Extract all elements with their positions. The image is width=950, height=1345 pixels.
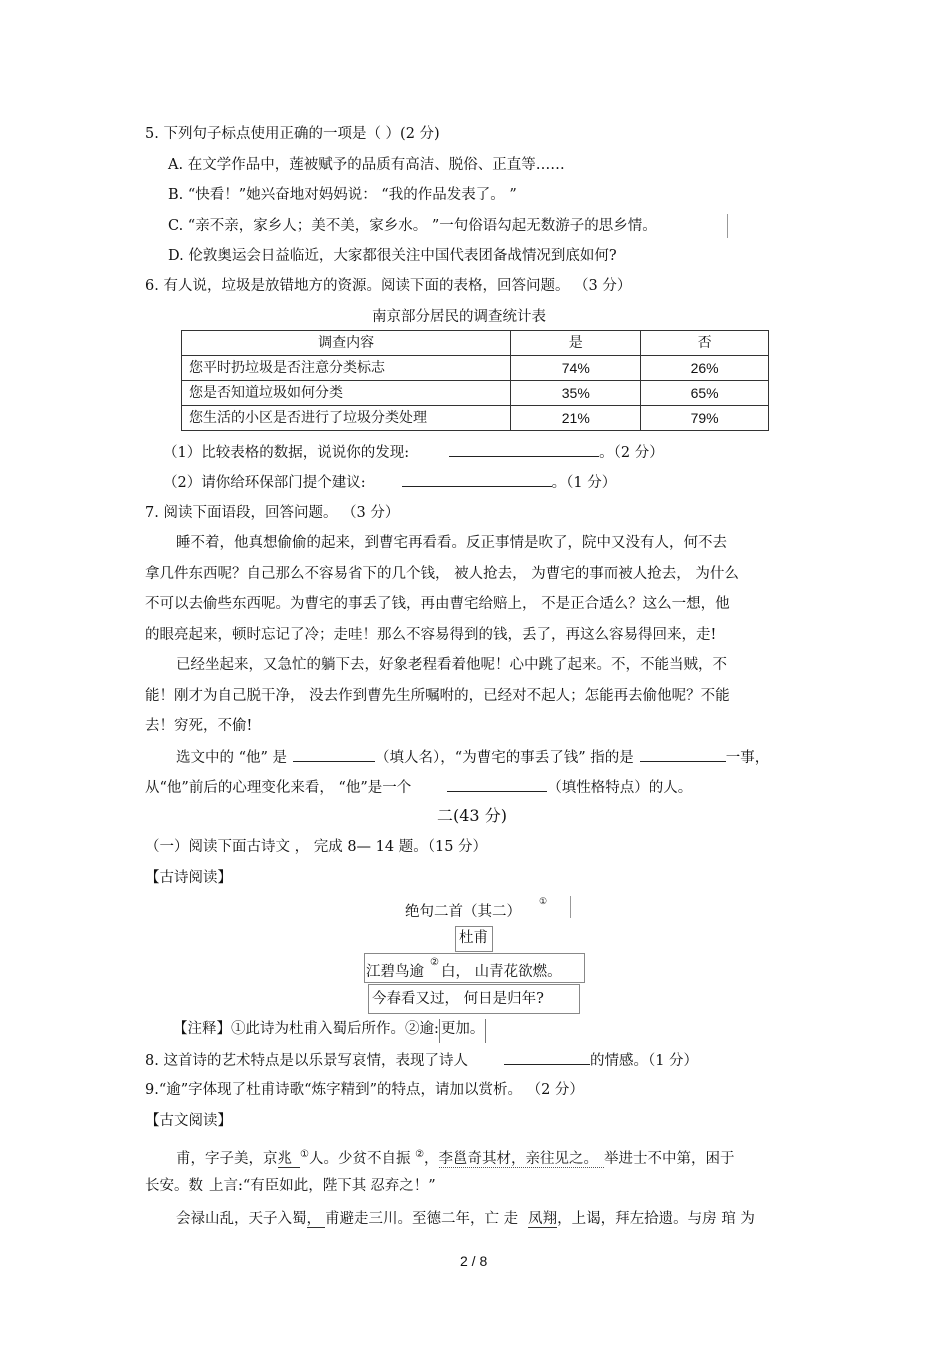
poem-line2: 今春看又过， 何日是归年? (372, 991, 544, 1007)
answer-blank[interactable] (504, 1049, 590, 1065)
footnote-mark: ① (300, 1149, 309, 1160)
q7-ask1-a: 选文中的 “他” 是 (176, 750, 288, 766)
table-row (182, 356, 769, 381)
q7-ask2-b: （填性格特点）的人。 (547, 780, 693, 796)
q8 (145, 1049, 698, 1071)
table-cell: 26% (641, 356, 769, 381)
poem-note-a: 【注释】①此诗为杜甫入蜀后所作。②逾: (173, 1021, 439, 1037)
section-title: 二(43 分) (437, 806, 507, 825)
prose-text: 长安。数 (145, 1178, 203, 1194)
poem-line1-a: 江碧鸟逾 (366, 963, 424, 980)
prose-text: 举进士不中第，困于 (604, 1150, 735, 1167)
section-intro: （一）阅读下面古诗文 ， 完成 8— 14 题。（15 分） (145, 839, 488, 855)
table-header-cell: 是 (511, 331, 641, 356)
prose-text: 上言:“有臣如此，陛下其 (209, 1178, 367, 1194)
q7-ask1-b: （填人名），“为曹宅的事丢了钱” 指的是 (375, 750, 634, 766)
poem-author: 杜甫 (459, 930, 488, 946)
footnote-mark: ① (539, 897, 548, 907)
prose-text: 人。少贫不自振 (308, 1150, 416, 1167)
prose-text: 甫，字子美，京 (176, 1150, 278, 1167)
prose-text: 甫避走三川 (325, 1211, 398, 1227)
prose-text: 。至德二年，亡 (397, 1211, 504, 1227)
table-cell: 21% (511, 406, 641, 431)
poem-label: 【古诗阅读】 (145, 870, 232, 886)
q5-option-d: D. 伦敦奥运会日益临近，大家都很关注中国代表团备战情况到底如何? (168, 248, 617, 264)
q6-stem: 6. 有人说，垃圾是放错地方的资源。阅读下面的表格，回答问题。 （3 分） (145, 278, 632, 294)
q7-ask2 (145, 776, 692, 798)
passage-line: 能！刚才为自己脱干净， 没去作到曹先生所嘱咐的，已经对不起人；怎能再去偷他呢？不能 (145, 688, 730, 704)
prose-text: 会 (176, 1211, 191, 1227)
q8-a: 8. 这首诗的艺术特点是以乐景写哀情，表现了诗人 (145, 1053, 468, 1069)
table-header-row (182, 331, 769, 356)
prose-line-2 (145, 1176, 436, 1196)
table-cell: 35% (511, 381, 641, 406)
answer-blank[interactable] (402, 471, 552, 487)
answer-blank[interactable] (447, 776, 547, 792)
q8-b: 的情感。（1 分） (589, 1053, 699, 1069)
q7-stem: 7. 阅读下面语段，回答问题。 （3 分） (145, 505, 400, 521)
passage-line: 睡不着，他真想偷偷的起来，到曹宅再看看。反正事情是吹了，院中又没有人，何不去 (176, 535, 727, 551)
table-cell: 您是否知道垃圾如何分类 (182, 381, 511, 406)
footnote-mark: ② (415, 1149, 425, 1160)
prose-label: 【古文阅读】 (145, 1113, 232, 1129)
poem-note (173, 1019, 486, 1039)
poem-note-b: 更加。 (439, 1019, 487, 1043)
prose-text: ， (307, 1211, 326, 1228)
margin-mark (727, 214, 728, 238)
table-title: 南京部分居民的调查统计表 (372, 309, 546, 325)
passage-line: 去！穷死，不偷! (145, 718, 253, 734)
table-header-cell: 调查内容 (182, 331, 511, 356)
table-header-cell: 否 (641, 331, 769, 356)
q7-ask2-a: 从“他”前后的心理变化来看， “他”是一个 (145, 780, 412, 796)
footnote-mark: ② (430, 957, 439, 968)
prose-line-1 (176, 1145, 735, 1169)
prose-text: 兆 (278, 1151, 301, 1168)
table-row (182, 406, 769, 431)
table-row (182, 381, 769, 406)
q5-option-b: B. “快看！”她兴奋地对妈妈说： “我的作品发表了。 ” (168, 187, 517, 203)
margin-mark (570, 896, 571, 918)
q6-sub1-tail: 。（2 分） (599, 445, 664, 461)
q6-sub1-text: （1）比较表格的数据，说说你的发现: (163, 445, 410, 461)
prose-text: 忍弃之！” (370, 1178, 436, 1194)
survey-table (181, 330, 769, 431)
prose-text: 走 (503, 1211, 519, 1227)
poem-title-text: 绝句二首（其二） (405, 903, 521, 920)
q7-ask1 (176, 746, 769, 768)
passage-line: 拿几件东西呢？自己那么不容易省下的几个钱， 被人抢去， 为曹宅的事而被人抢去， 为什么 (145, 566, 739, 582)
poem-line1 (366, 958, 562, 982)
prose-text: 禄山乱，天子入蜀 (190, 1211, 307, 1227)
q7-ask1-c: 一事， (725, 750, 770, 766)
q9: 9.“逾”字体现了杜甫诗歌“炼字精到”的特点，请加以赏析。 （2 分） (145, 1082, 584, 1098)
passage-line: 的眼亮起来，顿时忘记了冷；走哇！那么不容易得到的钱，丢了，再这么容易得回来，走! (145, 627, 717, 643)
q6-sub2-tail: 。（1 分） (551, 475, 617, 491)
prose-line-3 (176, 1209, 755, 1229)
q6-sub2-text: （2）请你给环保部门提个建议: (163, 475, 366, 491)
answer-blank[interactable] (640, 746, 726, 762)
table-cell: 79% (641, 406, 769, 431)
q5-option-c: C. “亲不亲，家乡人；美不美，家乡水。 ”一句俗语勾起无数游子的思乡情。 (168, 218, 657, 234)
table-cell: 您平时扔垃圾是否注意分类标志 (182, 356, 511, 381)
prose-text: ， (424, 1150, 439, 1167)
prose-text: 李邕奇其材，亲往见之。 (439, 1151, 605, 1168)
q5-stem: 5. 下列句子标点使用正确的一项是（ ）(2 分) (145, 126, 440, 142)
q6-sub1 (163, 441, 664, 463)
table-cell: 74% (511, 356, 641, 381)
passage-line: 已经坐起来，又急忙的躺下去，好象老程看着他呢！心中跳了起来。不，不能当贼，不 (176, 657, 727, 673)
passage-line: 不可以去偷些东西呢。为曹宅的事丢了钱，再由曹宅给赔上， 不是正合适么？这么一想，他 (145, 596, 730, 612)
prose-text: ，上谒，拜左拾遗。与房 琯 为 (557, 1211, 755, 1227)
poem-line1-b: 白， 山青花欲燃。 (440, 963, 562, 980)
prose-text: 凤翔 (528, 1211, 558, 1227)
table-cell: 65% (641, 381, 769, 406)
q5-option-a: A. 在文学作品中，莲被赋予的品质有高洁、脱俗、正直等…… (168, 157, 565, 173)
q6-sub2 (163, 471, 616, 493)
poem-title (405, 898, 547, 922)
table-cell: 您生活的小区是否进行了垃圾分类处理 (182, 406, 511, 431)
answer-blank[interactable] (449, 441, 599, 457)
answer-blank[interactable] (293, 746, 375, 762)
page-number: 2 / 8 (460, 1253, 488, 1269)
